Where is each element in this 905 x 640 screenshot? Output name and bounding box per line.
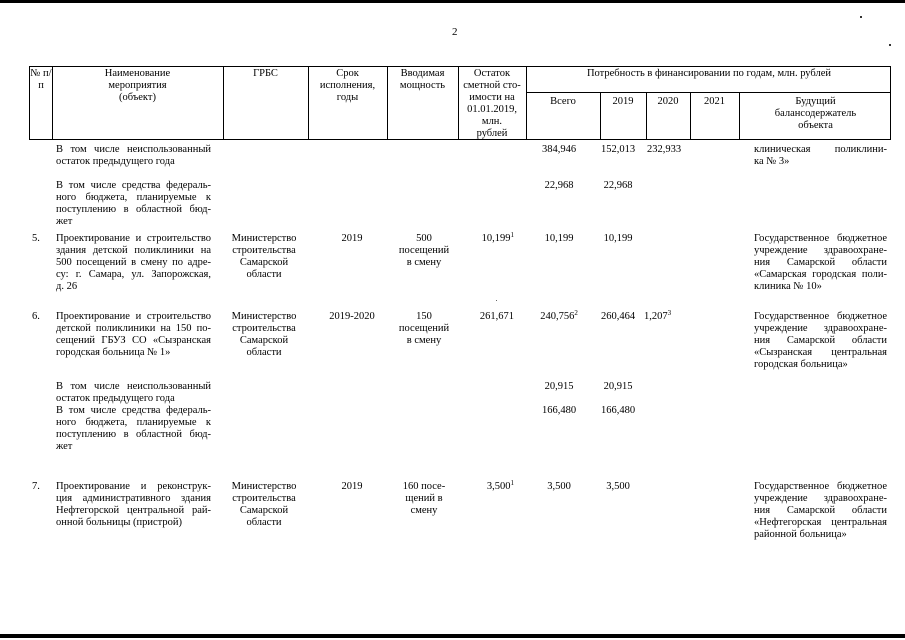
row-c-total: 20,915	[544, 381, 574, 392]
row-5-2019: 10,199	[603, 233, 633, 244]
row-6-total: 240,756$^2$	[540, 309, 578, 322]
row-a-holder: клиническая поликлини- ка № 3»	[754, 144, 887, 167]
row-6-capacity: 150 посещений в смену	[398, 311, 450, 346]
top-border	[0, 0, 905, 3]
row-6-2019: 260,464	[600, 311, 636, 322]
row-7-term: 2019	[341, 481, 363, 492]
header-grbs: ГРБС	[253, 68, 278, 79]
row-7-capacity: 160 посе- щений в смену	[402, 481, 446, 516]
page-number: 2	[452, 26, 458, 38]
row-d-name: В том числе средства федераль- ного бюджета, планируемые к поступлению в областной бюд- жет	[56, 405, 211, 452]
row-5-grbs: Министерство строительства Самарской области	[231, 233, 297, 280]
row-7-num: 7.	[32, 481, 40, 492]
row-5-holder: Государственное бюджетное учреждение здравоохране- ния Самарской области «Самарская городская поли- клиника № 10»	[754, 233, 887, 292]
header-remainder: Остаток сметной сто- имости на 01.01.2019, млн. рублей	[463, 68, 521, 139]
row-5-total: 10,199	[544, 233, 574, 244]
row-7-total: 3,500	[547, 481, 571, 492]
row-d-2019: 166,480	[600, 405, 636, 416]
row-6-num: 6.	[32, 311, 40, 322]
row-6-remainder: 261,671	[479, 311, 514, 322]
row-6-grbs: Министерство строительства Самарской области	[231, 311, 297, 358]
row-a-name: В том числе неиспользованный остаток предыдущего года	[56, 144, 211, 167]
row-5-num: 5.	[32, 233, 40, 244]
header-need: Потребность в финансировании по годам, млн. рублей	[586, 68, 832, 79]
header-capacity: Вводимая мощность	[399, 68, 446, 91]
row-7-name: Проектирование и реконструк- ция административного здания Нефтегорской центральной рай- онной больницы (пристрой)	[56, 481, 211, 528]
scan-speck	[860, 16, 862, 18]
header-name: Наименование мероприятия (объект)	[104, 68, 171, 103]
scan-speck	[889, 44, 891, 46]
row-5-capacity: 500 посещений в смену	[398, 233, 450, 268]
row-a-2019: 152,013	[600, 144, 636, 155]
row-a-total: 384,946	[541, 144, 577, 155]
header-term: Срок исполнения, годы	[319, 68, 376, 103]
row-c-name: В том числе неиспользованный остаток предыдущего года	[56, 381, 211, 404]
header-holder: Будущий балансодержатель объекта	[774, 96, 857, 131]
bottom-border	[0, 634, 905, 638]
row-6-term: 2019-2020	[329, 311, 375, 322]
row-7-2019: 3,500	[606, 481, 630, 492]
row-b-total: 22,968	[544, 180, 574, 191]
row-b-name: В том числе средства федераль- ного бюджета, планируемые к поступлению в областной бюд- жет	[56, 180, 211, 227]
row-6-2020: 1,207$^3$	[644, 309, 672, 322]
row-b-2019: 22,968	[603, 180, 633, 191]
table-header	[29, 66, 891, 140]
header-2020: 2020	[657, 96, 679, 107]
row-5-term: 2019	[341, 233, 363, 244]
row-a-2020: 232,933	[646, 144, 682, 155]
row-c-2019: 20,915	[603, 381, 633, 392]
header-num: № п/п	[30, 68, 52, 91]
row-d-total: 166,480	[541, 405, 577, 416]
scan-speck	[496, 300, 497, 301]
row-5-name: Проектирование и строительство здания детской поликлиники на 500 посещений в смену по адре- су: г. Самара, ул. Запорожская, д. 26	[56, 233, 211, 292]
header-2021: 2021	[704, 96, 725, 107]
row-7-remainder: 3,500$^1$	[486, 479, 514, 492]
row-7-grbs: Министерство строительства Самарской области	[231, 481, 297, 528]
header-2019: 2019	[612, 96, 634, 107]
row-5-remainder: 10,199$^1$	[481, 231, 514, 244]
header-total: Всего	[550, 96, 576, 107]
row-6-holder: Государственное бюджетное учреждение здравоохране- ния Самарской области «Сызранская центральная городская больница»	[754, 311, 887, 370]
row-6-name: Проектирование и строительство детской поликлиники на 150 по- сещений ГБУЗ СО «Сызранская городская больница № 1»	[56, 311, 211, 358]
row-7-holder: Государственное бюджетное учреждение здравоохране- ния Самарской области «Нефтегорская центральная районной больница»	[754, 481, 887, 540]
